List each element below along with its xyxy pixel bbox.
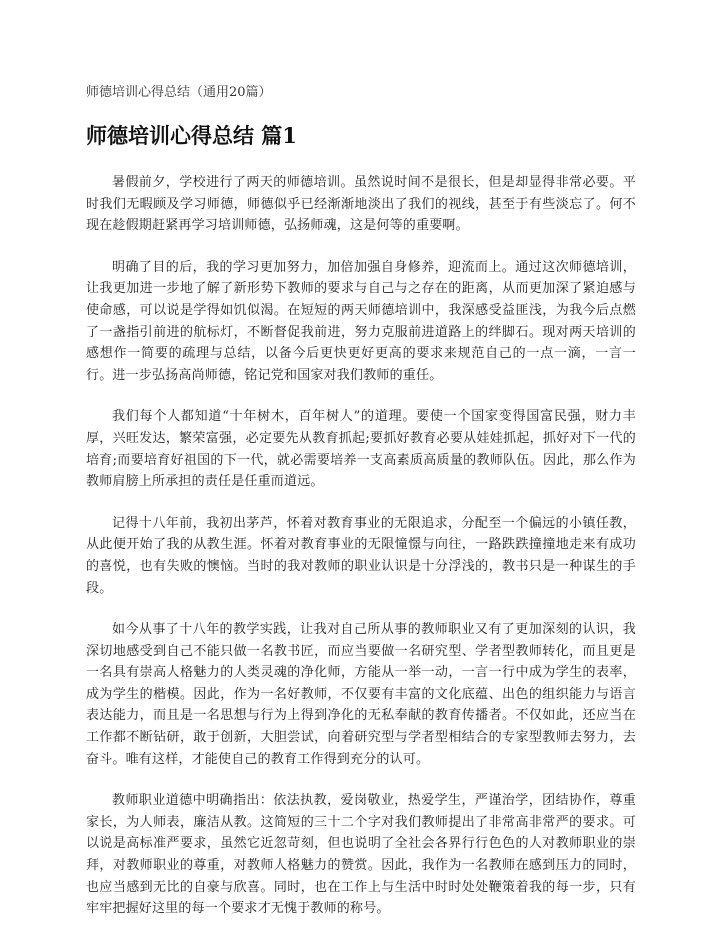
document-header: 师德培训心得总结（通用20篇）	[86, 85, 272, 100]
paragraph-3: 我们每个人都知道“十年树木，百年树人”的道理。要使一个国家变得国富民强，财力丰厚，兴旺发达，繁荣富强，必定要先从教育抓起;要抓好教育必要从娃娃抓起，抓好对下一代的培育;而要培育好祖国的下一代，就必需要培养一支高素质高质量的教师队伍。因此，那么作为教师肩膀上所承担的责任是任重而道远。	[86, 409, 636, 490]
paragraph-5: 如今从事了十八年的教学实践，让我对自己所从事的教师职业又有了更加深刻的认识，我深切地感受到自己不能只做一名教书匠，而应当要做一名研究型、学者型教师转化，而且更是一名具有崇高人格魅力的人类灵魂的净化师，方能从一举一动，一言一行中成为学生的表率，成为学生的楷模。因此，作为一名好教师，不仅要有丰富的文化底蕴、出色的组织能力与语言表达能力，而且是一名思想与行为上得到净化的无私奉献的教育传播者。不仅如此，还应当在工作都不断钻研，敢于创新，大胆尝试，向着研究型与学者型相结合的专家型教师去努力，去奋斗。唯有这样，才能使自己的教育工作得到充分的认可。	[86, 622, 636, 767]
paragraph-4: 记得十八年前，我初出茅芦，怀着对教育事业的无限追求，分配至一个偏远的小镇任教，从此便开始了我的从教生涯。怀着对教育事业的无限憧憬与向往，一路跌跌撞撞地走来有成功的喜悦，也有失败的懊恼。当时的我对教师的职业认识是十分浮浅的，教书只是一种谋生的手段。	[86, 515, 636, 596]
paragraph-2: 明确了目的后，我的学习更加努力，加倍加强自身修养，迎流而上。通过这次师德培训，让我更加进一步地了解了新形势下教师的要求与自己与之存在的距离，从而更加深了紧迫感与使命感，可以说是学得如饥似渴。在短短的两天师德培训中，我深感受益匪浅，为我今后点燃了一盏指引前进的航标灯，不断督促我前进，努力克服前进道路上的绊脚石。现对两天培训的感想作一简要的疏理与总结，以备今后更快更好更高的要求来规范自己的一点一滴，一言一行。进一步弘扬高尚师德，铭记党和国家对我们教师的重任。	[86, 259, 636, 383]
paragraph-6: 教师职业道德中明确指出：依法执教，爱岗敬业，热爱学生，严谨治学，团结协作，尊重家长，为人师表，廉洁从教。这简短的三十二个字对我们教师提出了非常高非常严的要求。可以说是高标准严要求，虽然它近忽苛刻，但也说明了全社会各界行行色色的人对教师职业的崇拜，对教师职业的尊重，对教师人格魅力的赞赏。因此，我作为一名教师在感到压力的同时，也应当感到无比的自豪与欣喜。同时，也在工作上与生活中时时处处鞭策着我的每一步，只有牢牢把握好这里的每一个要求才无愧于教师的称号。	[86, 793, 636, 917]
document-page	[86, 84, 636, 940]
paragraph-1: 暑假前夕，学校进行了两天的师德培训。虽然说时间不是很长，但是却显得非常必要。平时我们无暇顾及学习师德，师德似乎已经渐渐地淡出了我们的视线，甚至于有些淡忘了。何不现在趁假期赶紧再学习培训师德，弘扬师魂，这是何等的重要啊。	[86, 175, 636, 234]
article-title: 师德培训心得总结 篇1	[86, 123, 297, 148]
